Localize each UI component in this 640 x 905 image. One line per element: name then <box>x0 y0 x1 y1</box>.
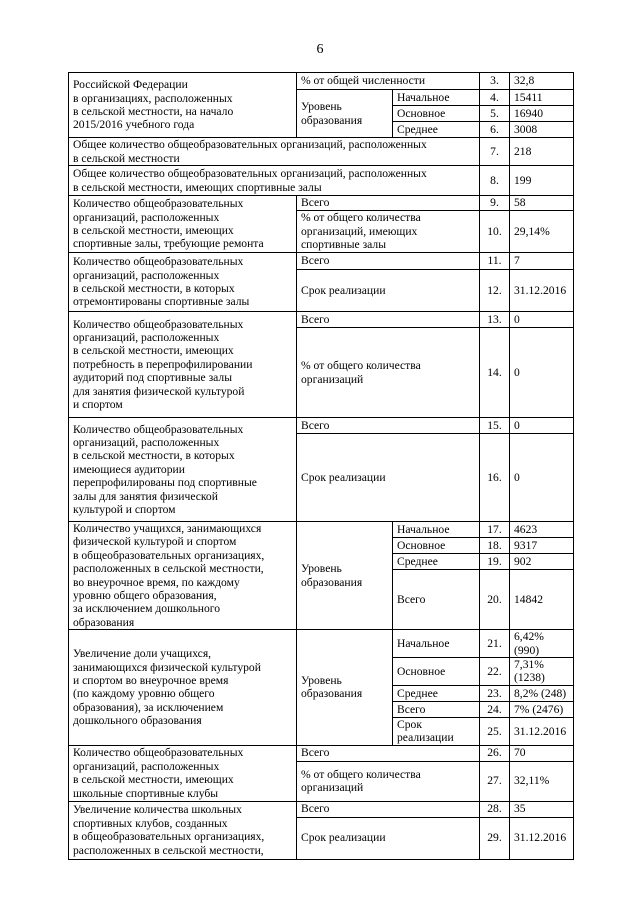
group-label: Уровень образования <box>297 90 393 138</box>
indicator-label: Срок реализации <box>297 434 480 522</box>
row-number: 16. <box>480 434 510 522</box>
row-number: 13. <box>480 312 510 328</box>
row-number: 14. <box>480 328 510 418</box>
indicator-description: Общее количество общеобразовательных организаций, расположенных в сельской местности <box>69 138 480 166</box>
row-number: 26. <box>480 745 510 761</box>
row-number: 17. <box>480 522 510 538</box>
row-number: 11. <box>480 253 510 270</box>
sub-label: Среднее <box>393 554 480 570</box>
indicator-value: 31.12.2016 <box>510 270 574 312</box>
indicator-label: Всего <box>297 418 480 434</box>
table-row <box>69 312 574 328</box>
indicator-description: Количество общеобразовательных организаций, расположенных в сельской местности, имеющих спортивные залы, требующие ремонта <box>69 196 297 253</box>
indicator-label: Всего <box>297 312 480 328</box>
indicators-table <box>68 72 574 860</box>
indicator-label: Срок реализации <box>297 817 480 859</box>
indicator-value: 16940 <box>510 106 574 122</box>
indicator-value: 9317 <box>510 538 574 554</box>
indicator-value: 0 <box>510 418 574 434</box>
indicator-description: Количество общеобразовательных организаций, расположенных в сельской местности, в которых имеющиеся аудитории перепрофилированы под спортивные залы для занятия физической культурой и спортом <box>69 418 297 522</box>
row-number: 28. <box>480 801 510 817</box>
indicator-description: Количество общеобразовательных организаций, расположенных в сельской местности, имеющих школьные спортивные клубы <box>69 745 297 801</box>
sub-label: Всего <box>393 570 480 630</box>
row-number: 8. <box>480 166 510 196</box>
row-number: 23. <box>480 685 510 701</box>
sub-label: Срок реализации <box>393 717 480 745</box>
row-number: 15. <box>480 418 510 434</box>
indicator-value: 15411 <box>510 90 574 106</box>
indicator-value: 902 <box>510 554 574 570</box>
indicator-value: 7% (2476) <box>510 701 574 717</box>
row-number: 29. <box>480 817 510 859</box>
sub-label: Всего <box>393 701 480 717</box>
indicator-description: Количество общеобразовательных организаций, расположенных в сельской местности, в которых отремонтированы спортивные залы <box>69 253 297 312</box>
group-label: Уровень образования <box>297 630 393 745</box>
table-row <box>69 745 574 761</box>
indicator-label: Всего <box>297 745 480 761</box>
indicator-value: 29,14% <box>510 211 574 253</box>
sub-label: Среднее <box>393 122 480 138</box>
row-number: 22. <box>480 658 510 686</box>
row-number: 7. <box>480 138 510 166</box>
indicator-label: Всего <box>297 196 480 211</box>
sub-label: Основное <box>393 538 480 554</box>
indicator-description: Количество общеобразовательных организаций, расположенных в сельской местности, имеющих потребность в перепрофилировании аудиторий под спортивные залы для занятия физической культурой и спортом <box>69 312 297 418</box>
indicator-description: Российской Федерации в организациях, расположенных в сельской местности, на начало 2015/2016 учебного года <box>69 73 297 138</box>
table-row <box>69 418 574 434</box>
row-number: 20. <box>480 570 510 630</box>
table-row <box>69 801 574 817</box>
indicator-value: 8,2% (248) <box>510 685 574 701</box>
row-number: 18. <box>480 538 510 554</box>
indicator-value: 70 <box>510 745 574 761</box>
row-number: 24. <box>480 701 510 717</box>
indicator-value: 218 <box>510 138 574 166</box>
indicator-value: 35 <box>510 801 574 817</box>
sub-label: Основное <box>393 106 480 122</box>
row-number: 21. <box>480 630 510 658</box>
row-number: 3. <box>480 73 510 90</box>
indicator-value: 0 <box>510 328 574 418</box>
sub-label: Начальное <box>393 630 480 658</box>
indicator-label: % от общего количества организаций <box>297 328 480 418</box>
group-label: Уровень образования <box>297 522 393 630</box>
indicator-value: 4623 <box>510 522 574 538</box>
indicator-value: 32,8 <box>510 73 574 90</box>
row-number: 5. <box>480 106 510 122</box>
indicator-value: 199 <box>510 166 574 196</box>
indicator-label: Срок реализации <box>297 270 480 312</box>
indicator-value: 31.12.2016 <box>510 717 574 745</box>
row-number: 12. <box>480 270 510 312</box>
sub-label: Среднее <box>393 685 480 701</box>
indicator-value: 58 <box>510 196 574 211</box>
row-number: 4. <box>480 90 510 106</box>
indicator-value: 0 <box>510 434 574 522</box>
indicator-description: Общее количество общеобразовательных организаций, расположенных в сельской местности, имеющих спортивные залы <box>69 166 480 196</box>
row-number: 27. <box>480 761 510 801</box>
indicator-value: 31.12.2016 <box>510 817 574 859</box>
indicator-description: Увеличение количества школьных спортивных клубов, созданных в общеобразовательных организациях, расположенных в сельской местности, <box>69 801 297 859</box>
page-number: 6 <box>316 42 324 57</box>
indicator-description: Увеличение доли учащихся, занимающихся физической культурой и спортом во внеурочное время (по каждому уровню общего образования), за исключением дошкольного образования <box>69 630 297 745</box>
sub-label: Начальное <box>393 522 480 538</box>
indicator-value: 32,11% <box>510 761 574 801</box>
row-number: 10. <box>480 211 510 253</box>
indicator-label: % от общего количества организаций, имеющих спортивные залы <box>297 211 480 253</box>
indicator-label: % от общей численности <box>297 73 480 90</box>
row-number: 6. <box>480 122 510 138</box>
indicator-label: % от общего количества организаций <box>297 761 480 801</box>
table-row <box>69 253 574 270</box>
row-number: 19. <box>480 554 510 570</box>
indicator-label: Всего <box>297 253 480 270</box>
indicator-value: 0 <box>510 312 574 328</box>
table-row <box>69 196 574 211</box>
indicator-value: 6,42% (990) <box>510 630 574 658</box>
sub-label: Основное <box>393 658 480 686</box>
sub-label: Начальное <box>393 90 480 106</box>
indicator-description: Количество учащихся, занимающихся физической культурой и спортом в общеобразовательных организациях, расположенных в сельской местности, во внеурочное время, по каждому уровню общего образования, за исключением дошкольного образования <box>69 522 297 630</box>
indicator-value: 3008 <box>510 122 574 138</box>
table-row <box>69 166 574 196</box>
indicator-value: 7 <box>510 253 574 270</box>
row-number: 9. <box>480 196 510 211</box>
table-row <box>69 138 574 166</box>
indicator-value: 7,31% (1238) <box>510 658 574 686</box>
indicator-label: Всего <box>297 801 480 817</box>
table-row <box>69 73 574 90</box>
table-row <box>69 630 574 658</box>
table-row <box>69 522 574 538</box>
indicator-value: 14842 <box>510 570 574 630</box>
row-number: 25. <box>480 717 510 745</box>
